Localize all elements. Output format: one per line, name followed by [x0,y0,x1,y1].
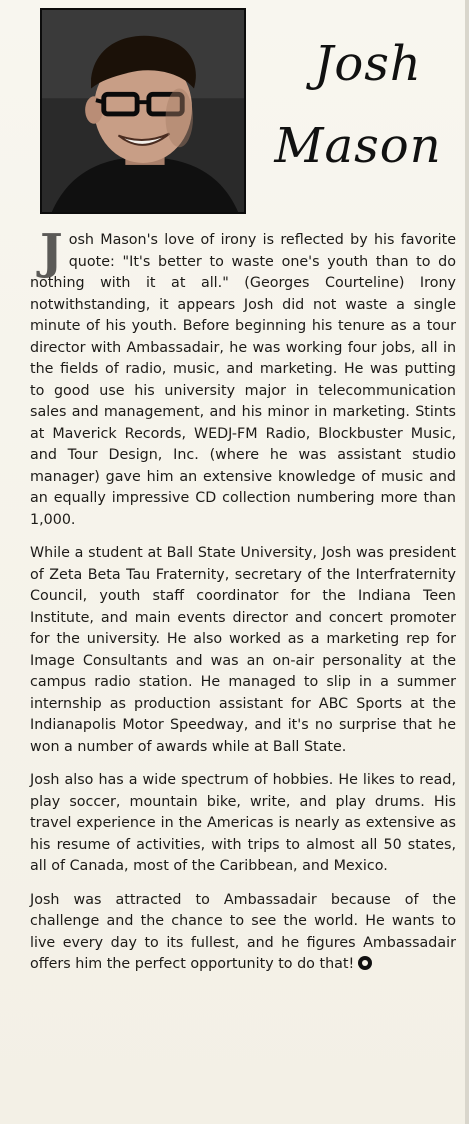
bio-article [30,224,456,988]
bio-paragraph-3: Josh also has a wide spectrum of hobbies. He likes to read, play soccer, mountain bike, write, and play drums. His travel experience in the Americas is nearly as extensive as his resume of activities, with trips to almost all 50 states, all of Canada, most of the Caribbean, and Mexico. [30,772,456,874]
bio-paragraph-4 [30,890,456,976]
bio-paragraph-1-text: osh Mason's love of irony is reflected by his favorite quote: "It's better to waste one's youth than to do nothing with it at all." (Georges Courteline) Irony notwithstanding, it appears Josh did not waste a single minute of his youth. Before beginning his tenure as a tour director with Ambassadair, he was working four jobs, all in the fields of radio, music, and marketing. He was putting to good use his university major in telecommunication sales and management, and his minor in marketing. Stints at Maverick Records, WEDJ-FM Radio, Blockbuster Music, and Tour Design, Inc. (where he was assistant studio manager) gave him an extensive knowledge of music and an equally impressive CD collection numbering more than 1,000. [30,232,456,528]
portrait-photo-icon [42,10,244,212]
sun-emblem-icon [358,956,372,970]
drop-cap: J [40,224,63,280]
bio-paragraph-2: While a student at Ball State University, Josh was president of Zeta Beta Tau Fraternity, secretary of the Interfraternity Council, youth staff coordinator for the Indiana Teen Institute, and main events director and concert promoter for the university. He also worked as a marketing rep for Image Consultants and was an on-air personality at the campus radio station. He managed to slip in a summer internship as production assistant for ABC Sports at the Indianapolis Motor Speedway, and it's no surprise that he won a number of awards while at Ball State. [30,545,456,755]
page-edge [465,0,469,1124]
portrait-photo [40,8,246,214]
bio-paragraph-4-text: Josh was attracted to Ambassadair because of the challenge and the chance to see the world. He wants to live every day to its fullest, and he figures Ambassadair offers him the perfect opportunity to do that! [30,891,456,972]
last-name-heading: Mason [274,118,442,174]
bio-paragraph-1 [30,224,456,531]
first-name-heading: Josh [314,36,422,92]
